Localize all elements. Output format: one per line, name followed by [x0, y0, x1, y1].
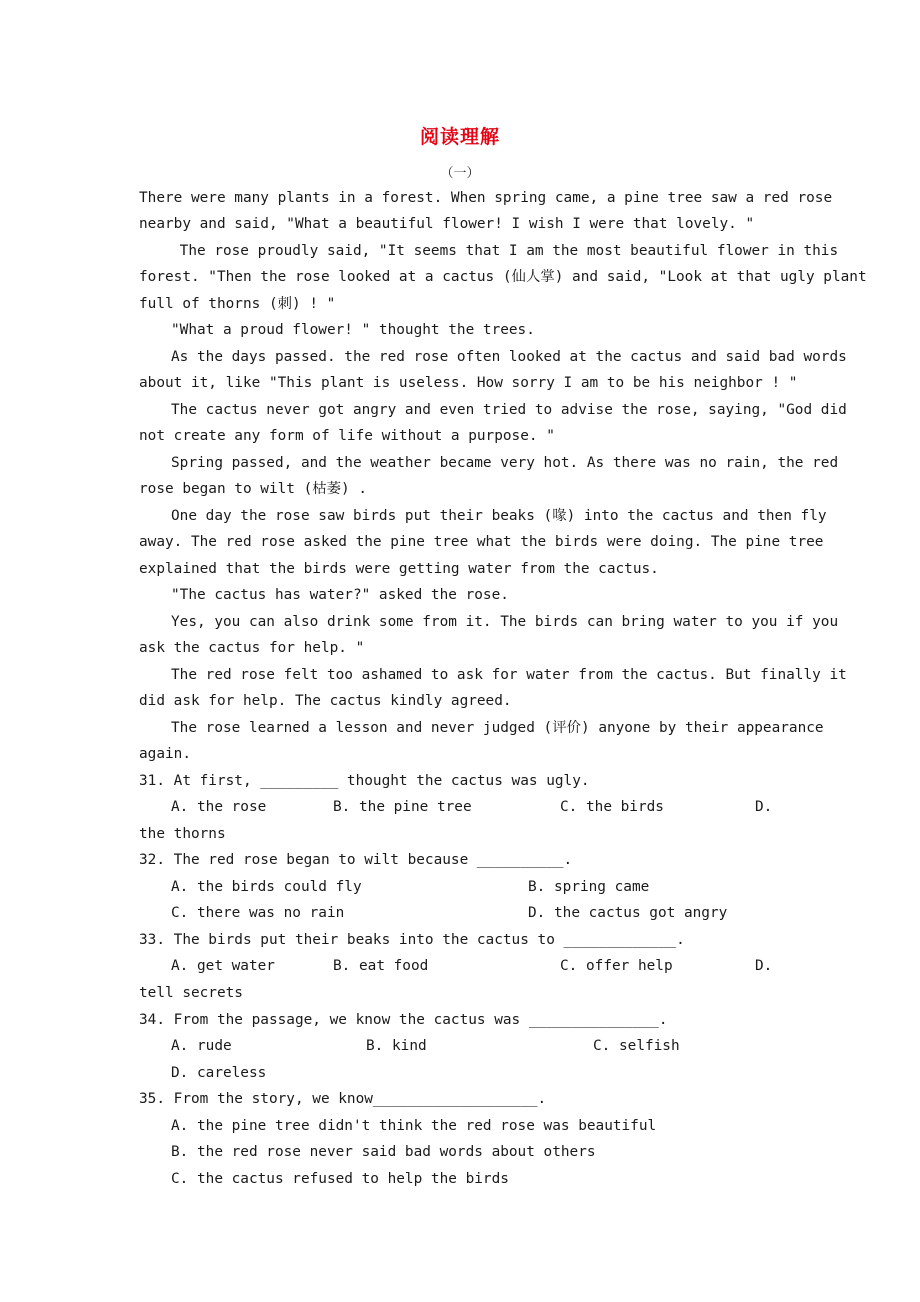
- passage-line: did ask for help. The cactus kindly agreed.: [139, 693, 512, 709]
- question-35-option-b: B. the red rose never said bad words about others: [171, 1144, 596, 1160]
- passage-line: As the days passed. the red rose often looked at the cactus and said bad words: [171, 349, 847, 365]
- question-33-stem: 33. The birds put their beaks into the cactus to _____________.: [139, 932, 685, 948]
- question-33-option-c: C. offer help: [560, 958, 673, 974]
- question-34-option-a: A. rude: [171, 1038, 232, 1054]
- question-32-option-d: D. the cactus got angry: [528, 905, 728, 921]
- passage-line: Yes, you can also drink some from it. The birds can bring water to you if you: [171, 614, 839, 630]
- question-35-stem: 35. From the story, we know___________________.: [139, 1091, 547, 1107]
- passage-line: Spring passed, and the weather became very hot. As there was no rain, the red: [171, 455, 839, 471]
- passage-line: about it, like "This plant is useless. How sorry I am to be his neighbor ! ": [139, 375, 798, 391]
- passage-line: The rose proudly said, "It seems that I am the most beautiful flower in this: [171, 243, 839, 259]
- passage-line: again.: [139, 746, 191, 762]
- passage-line: rose began to wilt (枯萎) .: [139, 481, 368, 497]
- question-32-option-a: A. the birds could fly: [171, 879, 362, 895]
- question-35-option-c: C. the cactus refused to help the birds: [171, 1171, 509, 1187]
- question-31-option-a: A. the rose: [171, 799, 267, 815]
- question-34-option-b: B. kind: [366, 1038, 427, 1054]
- passage-line: "What a proud flower! " thought the trees.: [171, 322, 535, 338]
- question-34-option-d: D. careless: [171, 1065, 267, 1081]
- question-35-option-a: A. the pine tree didn't think the red rose was beautiful: [171, 1118, 657, 1134]
- question-33-option-d-text: tell secrets: [139, 985, 243, 1001]
- passage-line: full of thorns (刺) ! ": [139, 296, 336, 312]
- passage-line: The red rose felt too ashamed to ask for water from the cactus. But finally it: [171, 667, 847, 683]
- passage-line: ask the cactus for help. ": [139, 640, 365, 656]
- question-34-option-c: C. selfish: [593, 1038, 680, 1054]
- question-31-option-c: C. the birds: [560, 799, 664, 815]
- question-31-option-d-label: D.: [755, 799, 773, 815]
- passage-line: The rose learned a lesson and never judged (评价) anyone by their appearance: [171, 720, 824, 736]
- passage-line: away. The red rose asked the pine tree what the birds were doing. The pine tree: [139, 534, 824, 550]
- passage-line: explained that the birds were getting water from the cactus.: [139, 561, 659, 577]
- passage-line: forest. "Then the rose looked at a cactus (仙人掌) and said, "Look at that ugly plant: [139, 269, 867, 285]
- passage-line: There were many plants in a forest. When spring came, a pine tree saw a red rose: [139, 190, 833, 206]
- question-33-option-a: A. get water: [171, 958, 275, 974]
- page-title: 阅读理解: [419, 126, 500, 148]
- question-31-stem: 31. At first, _________ thought the cactus was ugly.: [139, 773, 590, 789]
- question-34-stem: 34. From the passage, we know the cactus was _______________.: [139, 1012, 668, 1028]
- question-33-option-b: B. eat food: [333, 958, 429, 974]
- passage-line: not create any form of life without a purpose. ": [139, 428, 555, 444]
- question-31-option-d-text: the thorns: [139, 826, 226, 842]
- question-32-option-b: B. spring came: [528, 879, 650, 895]
- passage-line: One day the rose saw birds put their beaks (喙) into the cactus and then fly: [171, 508, 827, 524]
- passage-line: "The cactus has water?" asked the rose.: [171, 587, 509, 603]
- passage-line: The cactus never got angry and even tried to advise the rose, saying, "God did: [171, 402, 847, 418]
- section-number: （一）: [440, 166, 480, 181]
- question-32-stem: 32. The red rose began to wilt because __________.: [139, 852, 573, 868]
- question-31-option-b: B. the pine tree: [333, 799, 472, 815]
- question-32-option-c: C. there was no rain: [171, 905, 345, 921]
- passage-line: nearby and said, "What a beautiful flower! I wish I were that lovely. ": [139, 216, 755, 232]
- question-33-option-d-label: D.: [755, 958, 773, 974]
